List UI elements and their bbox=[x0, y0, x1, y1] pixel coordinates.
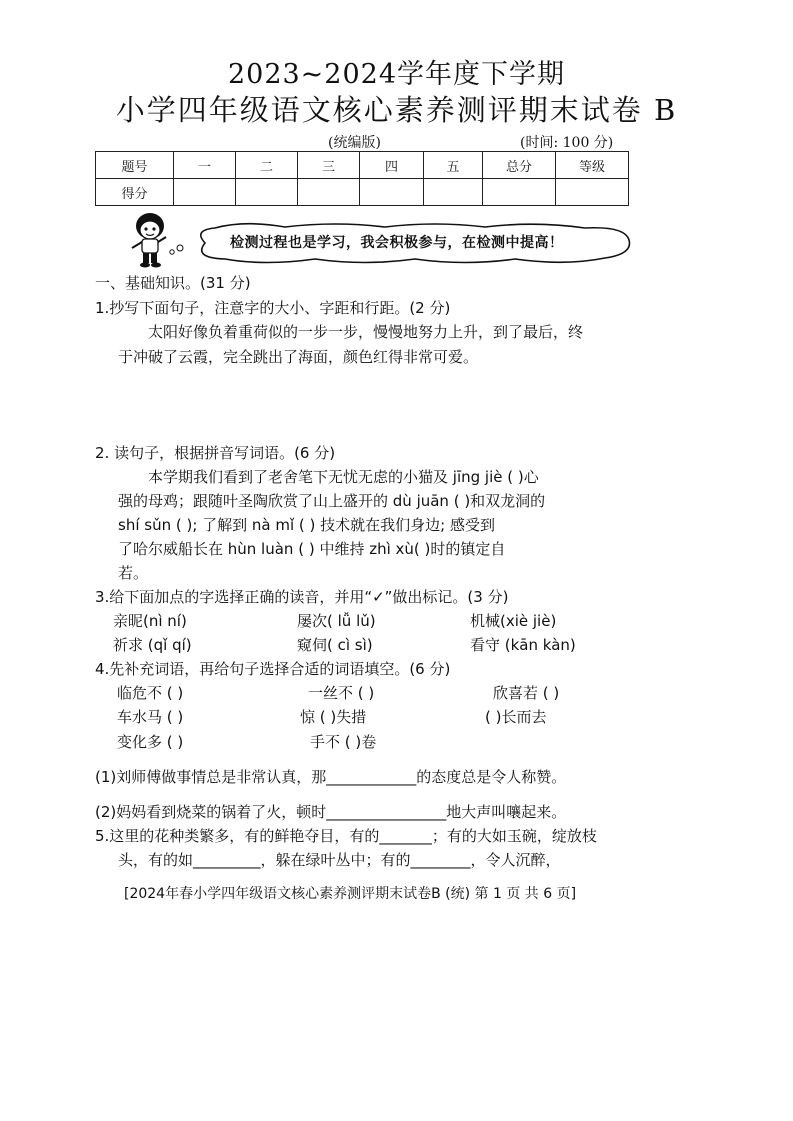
score-cell: 五 bbox=[424, 152, 483, 179]
idiom-blank[interactable]: 一丝不 ( ) bbox=[308, 684, 375, 702]
question-4-prompt: 4.先补充词语，再给句子选择合适的词语填空。(6 分) bbox=[95, 660, 451, 678]
score-row-label: 得分 bbox=[96, 179, 174, 206]
idiom-blank[interactable]: 临危不 ( ) bbox=[117, 684, 184, 702]
idiom-blank[interactable]: 变化多 ( ) bbox=[117, 733, 184, 751]
question-1-text: 于冲破了云霞，完全跳出了海面，颜色红得非常可爱。 bbox=[118, 348, 479, 366]
question-2-text: 本学期我们看到了老舍笔下无忧无虑的小猫及 jīng jiè ( )心 bbox=[148, 468, 539, 486]
idiom-blank[interactable]: 欣喜若 ( ) bbox=[493, 684, 560, 702]
idiom-blank[interactable]: ( )长而去 bbox=[485, 708, 547, 726]
question-5-text[interactable]: 头，有的如_________，躲在绿叶丛中；有的________，令人沉醉， bbox=[118, 851, 561, 869]
score-input-cell[interactable] bbox=[424, 179, 483, 206]
score-input-cell[interactable] bbox=[236, 179, 298, 206]
pronunciation-item[interactable]: 窥伺( cì sì) bbox=[297, 636, 373, 654]
score-table-input-row bbox=[96, 179, 629, 206]
question-2-text: 了哈尔威船长在 hùn luàn ( ) 中维持 zhì xù( )时的镇定自 bbox=[118, 540, 506, 558]
score-table bbox=[95, 151, 629, 206]
question-1-prompt: 1.抄写下面句子，注意字的大小、字距和行距。(2 分) bbox=[95, 299, 451, 317]
score-input-cell[interactable] bbox=[360, 179, 424, 206]
score-cell: 题号 bbox=[96, 152, 174, 179]
exam-title: 小学四年级语文核心素养测评期末试卷 B bbox=[115, 93, 678, 127]
idiom-blank[interactable]: 手不 ( )卷 bbox=[310, 733, 377, 751]
child-mascot-icon bbox=[120, 210, 190, 270]
time-label: (时间: 100 分) bbox=[520, 135, 614, 151]
edition-label: (统编版) bbox=[328, 135, 381, 151]
score-cell: 四 bbox=[360, 152, 424, 179]
question-3-prompt: 3.给下面加点的字选择正确的读音，并用“✓”做出标记。(3 分) bbox=[95, 588, 509, 606]
section-heading: 一、基础知识。(31 分) bbox=[95, 274, 251, 292]
score-input-cell[interactable] bbox=[298, 179, 360, 206]
score-input-cell[interactable] bbox=[174, 179, 236, 206]
fill-sentence[interactable]: (2)妈妈看到烧菜的锅着了火，顿时________________地大声叫嚷起来。 bbox=[95, 803, 567, 821]
question-2-text: 强的母鸡；跟随叶圣陶欣赏了山上盛开的 dù juān ( )和双龙洞的 bbox=[118, 492, 546, 510]
score-cell: 三 bbox=[298, 152, 360, 179]
slogan-text: 检测过程也是学习，我会积极参与，在检测中提高！ bbox=[230, 235, 564, 251]
page-footer: [2024年春小学四年级语文核心素养测评期末试卷B (统) 第 1 页 共 6 页] bbox=[124, 886, 577, 902]
score-cell: 总分 bbox=[483, 152, 556, 179]
pronunciation-item[interactable]: 看守 (kān kàn) bbox=[470, 636, 576, 654]
pronunciation-item[interactable]: 祈求 (qǐ qí) bbox=[113, 636, 192, 654]
pronunciation-item[interactable]: 机械(xiè jiè) bbox=[470, 612, 557, 630]
score-cell: 二 bbox=[236, 152, 298, 179]
pronunciation-item[interactable]: 亲昵(nì ní) bbox=[113, 612, 187, 630]
score-input-cell[interactable] bbox=[483, 179, 556, 206]
fill-sentence[interactable]: (1)刘师傅做事情总是非常认真，那____________的态度总是令人称赞。 bbox=[95, 768, 567, 786]
idiom-blank[interactable]: 惊 ( )失措 bbox=[300, 708, 367, 726]
score-input-cell[interactable] bbox=[556, 179, 629, 206]
question-1-text: 太阳好像负着重荷似的一步一步，慢慢地努力上升，到了最后，终 bbox=[148, 323, 584, 341]
score-cell: 一 bbox=[174, 152, 236, 179]
idiom-blank[interactable]: 车水马 ( ) bbox=[117, 708, 184, 726]
score-cell: 等级 bbox=[556, 152, 629, 179]
question-2-prompt: 2. 读句子，根据拼音写词语。(6 分) bbox=[95, 444, 336, 462]
question-5-text[interactable]: 5.这里的花种类繁多，有的鲜艳夺目，有的_______；有的大如玉碗，绽放枝 bbox=[95, 827, 597, 845]
question-2-text: shí sǔn ( ); 了解到 nà mǐ ( ) 技术就在我们身边; 感受到 bbox=[118, 516, 495, 534]
score-table-header-row bbox=[96, 152, 629, 179]
exam-title-year: 2023~2024学年度下学期 bbox=[227, 59, 566, 90]
pronunciation-item[interactable]: 屡次( lǚ lǔ) bbox=[297, 612, 376, 630]
question-2-text: 若。 bbox=[118, 564, 149, 582]
